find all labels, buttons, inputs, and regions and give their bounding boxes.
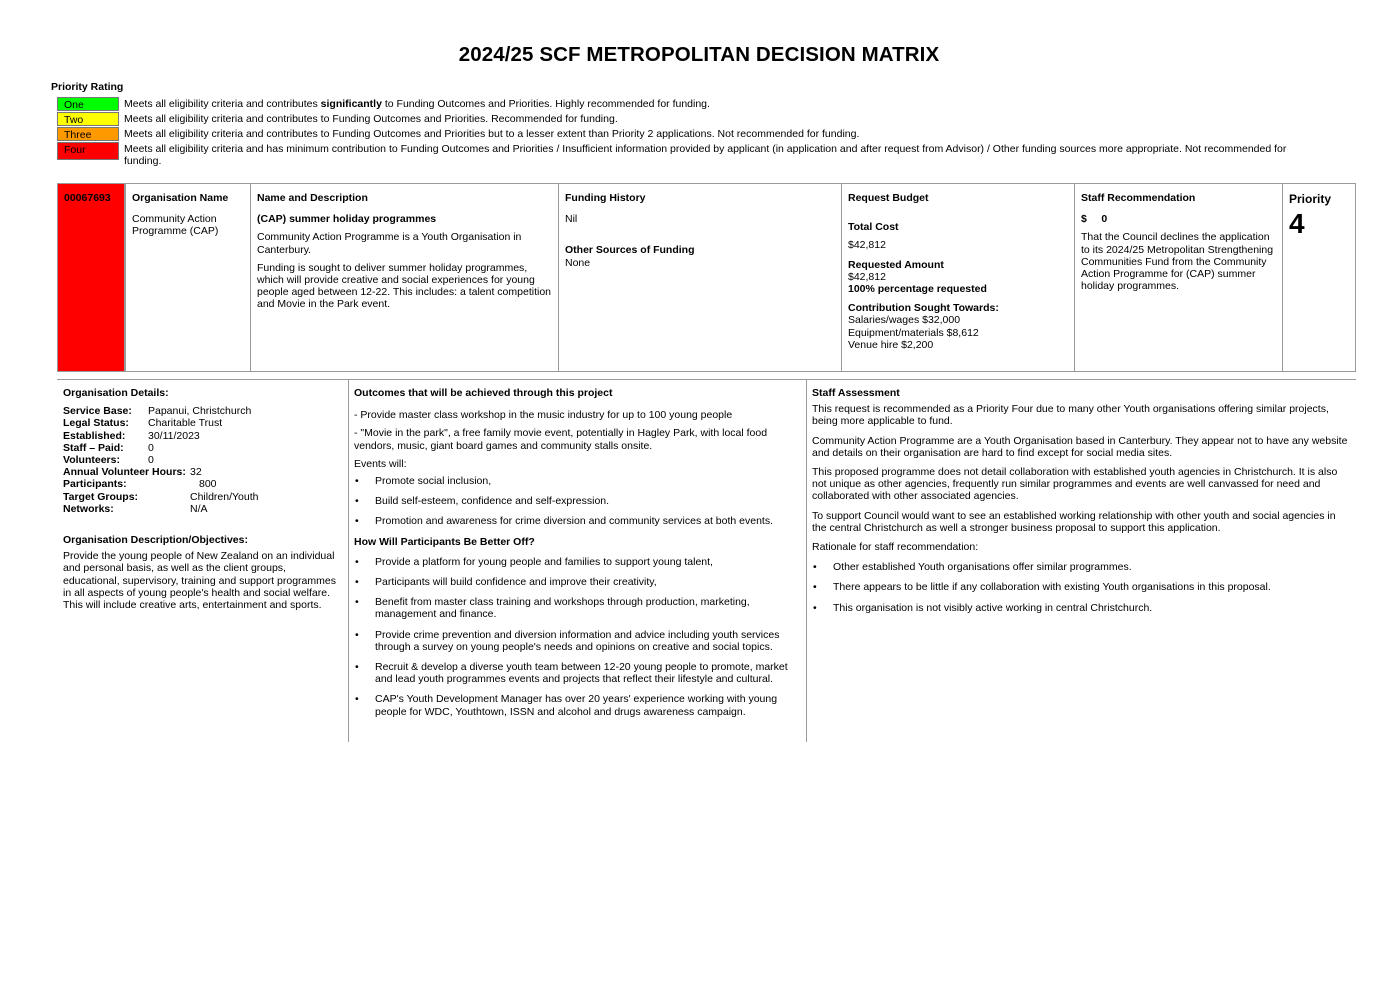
list-item: • Benefit from master class training and workshops through production, marketing, management and finance. [354, 596, 799, 620]
detail-value: 800 [199, 478, 217, 491]
detail-value: 32 [190, 466, 202, 479]
staff-recommendation-heading: Staff Recommendation [1081, 192, 1196, 204]
outcome-line: - "Movie in the park", a free family movie event, potentially in Hagley Park, with local food vendors, music, giant board games and community stalls onsite. [354, 427, 768, 452]
legend-row-two [57, 112, 1317, 126]
detail-label: Networks: [63, 502, 114, 515]
staff-recommended-amount: $ 0 [1081, 213, 1108, 226]
priority-cell [1282, 184, 1357, 371]
detail-volunteer-hours [63, 466, 345, 478]
priority-value: 4 [1289, 208, 1305, 240]
detail-networks [63, 503, 345, 515]
detail-target-groups [63, 491, 345, 503]
detail-established [63, 430, 345, 442]
detail-value: Charitable Trust [148, 417, 223, 430]
detail-label: Staff – Paid: [63, 441, 124, 454]
rationale-label: Rationale for staff recommendation: [812, 541, 979, 554]
outcomes-heading: Outcomes that will be achieved through this project [354, 387, 613, 399]
priority-heading: Priority [1289, 192, 1332, 206]
outcomes-section [354, 387, 799, 726]
name-description-cell [250, 184, 558, 371]
contribution-label: Contribution Sought Towards: [848, 302, 999, 315]
request-budget-heading: Request Budget [848, 192, 929, 204]
contribution-item: Equipment/materials $8,612 [848, 326, 979, 339]
better-off-heading: How Will Participants Be Better Off? [354, 535, 535, 548]
list-item: • There appears to be little if any collaboration with existing Youth organisations in this proposal. [812, 581, 1350, 593]
organisation-details-heading: Organisation Details: [63, 387, 169, 399]
list-item: • Promotion and awareness for crime diversion and community services at both events. [354, 515, 799, 527]
detail-label: Target Groups: [63, 490, 139, 503]
assessment-paragraph: This request is recommended as a Priority Four due to many other Youth organisations offering similar projects, being more applicable to fund. [812, 403, 1329, 428]
funding-history-cell [558, 184, 841, 371]
legend-row-one [57, 97, 1317, 111]
contribution-item: Salaries/wages $32,000 [848, 314, 961, 327]
legend-text-pre: Meets all eligibility criteria and has minimum contribution to Funding Outcomes and Priorities / Insufficient information provided by applicant (in application and after request from Advisor) / Other funding sources more appropriate. Not recommended for funding. [124, 143, 1287, 167]
list-item: • This organisation is not visibly active working in central Christchurch. [812, 602, 1350, 614]
project-description: Funding is sought to deliver summer holiday programmes, which will provide creative and social experiences for young people aged between 12-22. This includes: a talent competition and Movie in the Park event. [257, 261, 552, 311]
priority-swatch: Four [57, 142, 119, 160]
column-divider [806, 380, 807, 742]
staff-recommendation-text: That the Council declines the application to its 2024/25 Metropolitan Strengthening Communities Fund from the Community Action Programme for (CAP) summer holiday programmes. [1081, 231, 1274, 293]
detail-label: Participants: [63, 478, 127, 491]
legend-description [124, 142, 1309, 167]
rationale-list [812, 561, 1350, 614]
list-item: • Other established Youth organisations offer similar programmes. [812, 561, 1350, 573]
legend-text-pre: Meets all eligibility criteria and contributes to Funding Outcomes and Priorities. Recommended for funding. [124, 113, 618, 125]
percentage-requested: 100% percentage requested [848, 283, 987, 296]
legend-text-pre: Meets all eligibility criteria and contributes to Funding Outcomes and Priorities but to a lesser extent than Priority 2 applications. Not recommended for funding. [124, 128, 860, 140]
legend-description [124, 127, 859, 140]
total-cost-label: Total Cost [848, 221, 899, 234]
detail-value: 30/11/2023 [148, 429, 200, 442]
legend-description [124, 112, 618, 125]
outcome-line: - Provide master class workshop in the music industry for up to 100 young people [354, 409, 733, 422]
list-item: • CAP's Youth Development Manager has over 20 years' experience working with young people for WDC, Youthtown, ISSN and alcohol and drugs awareness campaign. [354, 693, 799, 717]
detail-label: Established: [63, 429, 126, 442]
application-record [57, 183, 1356, 372]
organisation-name-heading: Organisation Name [132, 192, 229, 204]
requested-amount-label: Requested Amount [848, 258, 944, 271]
staff-assessment-section [812, 387, 1350, 622]
better-off-list [354, 556, 799, 718]
other-sources-heading: Other Sources of Funding [565, 244, 695, 257]
priority-swatch: One [57, 97, 119, 111]
list-item: • Build self-esteem, confidence and self-expression. [354, 495, 799, 507]
detail-value: 0 [148, 454, 154, 467]
requested-amount-value: $42,812 [848, 270, 886, 283]
detail-label: Volunteers: [63, 454, 120, 467]
events-label: Events will: [354, 457, 407, 470]
column-divider [348, 380, 349, 742]
list-item: • Recruit & develop a diverse youth team between 12-20 young people to promote, market and lead youth programmes events and projects that reflect their lifestyle and cultural. [354, 661, 799, 685]
detail-label: Legal Status: [63, 417, 129, 430]
detail-value: 0 [148, 441, 154, 454]
legend-row-four [57, 142, 1317, 167]
list-item: • Provide a platform for young people and families to support young talent, [354, 556, 799, 568]
list-item: • Provide crime prevention and diversion information and advice including youth services through a survey on young people's needs and opinions on creative and social topics. [354, 629, 799, 653]
legend-row-three [57, 127, 1317, 141]
priority-swatch: Three [57, 127, 119, 141]
page-title: 2024/25 SCF METROPOLITAN DECISION MATRIX [458, 43, 940, 66]
request-budget-cell [841, 184, 1074, 371]
priority-legend [57, 97, 1317, 168]
organisation-name: Community Action Programme (CAP) [132, 213, 219, 238]
other-sources-value: None [565, 256, 591, 269]
project-description: Community Action Programme is a Youth Organisation in Canterbury. [257, 231, 522, 256]
staff-assessment-heading: Staff Assessment [812, 387, 900, 399]
detail-legal-status [63, 417, 345, 429]
assessment-paragraph: To support Council would want to see an established working relationship with other youth and social agencies in the central Christchurch as well a stronger business proposal to support this application. [812, 509, 1336, 534]
name-description-heading: Name and Description [257, 192, 368, 204]
detail-value: N/A [190, 502, 208, 515]
total-cost-value: $42,812 [848, 239, 886, 252]
events-list [354, 475, 799, 528]
funding-history-value: Nil [565, 213, 578, 226]
priority-swatch: Two [57, 112, 119, 126]
details-list [63, 405, 345, 515]
detail-label: Annual Volunteer Hours: [63, 466, 186, 479]
objectives-text: Provide the young people of New Zealand on an individual and personal basis, as well as the client groups, educational, supervisory, training and support programmes in all aspects of young people's health and social welfare. This will include creative arts, entertainment and sports. [63, 550, 336, 612]
assessment-paragraph: Community Action Programme are a Youth Organisation based in Canterbury. They appear not to have any website and details on their organisation are hard to find except for social media sites. [812, 434, 1348, 459]
organisation-details [63, 387, 345, 611]
legend-text-pre: Meets all eligibility criteria and contributes [124, 98, 321, 110]
list-item: • Participants will build confidence and improve their creativity, [354, 576, 799, 588]
list-item: • Promote social inclusion, [354, 475, 799, 487]
legend-description [124, 97, 710, 110]
section-divider [57, 379, 1356, 380]
application-id: 00067693 [58, 184, 125, 371]
detail-value: Papanui, Christchurch [148, 405, 252, 418]
detail-value: Children/Youth [190, 490, 259, 503]
detail-label: Service Base: [63, 405, 132, 418]
detail-staff-paid [63, 442, 345, 454]
priority-rating-heading: Priority Rating [51, 81, 124, 93]
objectives-heading: Organisation Description/Objectives: [63, 534, 248, 547]
project-name: (CAP) summer holiday programmes [257, 213, 437, 226]
legend-text-strong: significantly [320, 98, 382, 110]
organisation-name-cell [125, 184, 250, 371]
assessment-paragraph: This proposed programme does not detail collaboration with established youth agencies in Christchurch. It is also not unique as other agencies, frequently run similar programmes and events are well canvassed for need and collaborated with other associated agencies. [812, 466, 1338, 503]
contribution-item: Venue hire $2,200 [848, 338, 934, 351]
detail-volunteers [63, 454, 345, 466]
staff-recommendation-cell [1074, 184, 1282, 371]
legend-text-post: to Funding Outcomes and Priorities. Highly recommended for funding. [381, 98, 710, 110]
detail-participants [63, 478, 345, 490]
detail-service-base [63, 405, 345, 417]
funding-history-heading: Funding History [565, 192, 646, 204]
